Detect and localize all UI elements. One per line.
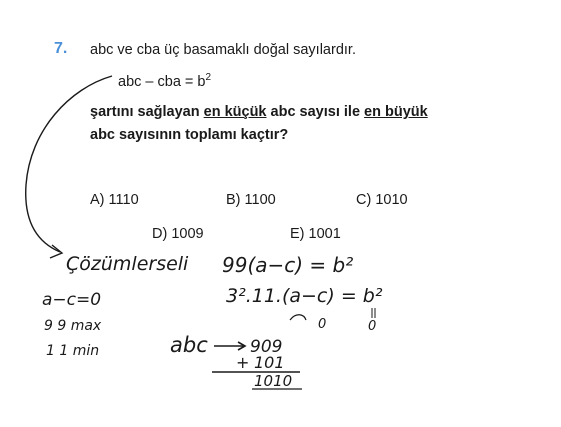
condition-smallest: en küçük (203, 104, 267, 120)
eq2-under-paren: 0 (318, 317, 327, 332)
condition-line-2: abc sayısının toplamı kaçtır? (90, 127, 289, 143)
handwritten-eq1: 99(a−c) = b² (222, 253, 354, 277)
sum-top: 909 (250, 337, 283, 357)
option-b[interactable]: B) 1100 (226, 192, 276, 208)
condition-part-1: şartını sağlayan (90, 104, 204, 120)
handwritten-heading: Çözümlerseli (66, 253, 189, 275)
handwritten-abc: abc (170, 333, 208, 357)
condition-part-2: abc sayısı ile (266, 104, 365, 120)
option-a[interactable]: A) 1110 (90, 192, 139, 208)
handwritten-left-2: 9 9 max (44, 318, 102, 334)
formula-exponent: 2 (205, 72, 212, 83)
condition-largest: en büyük (364, 104, 428, 120)
eq2-under-b: 0 (368, 319, 377, 334)
question-number: 7. (54, 40, 68, 57)
eq2-under-squiggle (290, 315, 306, 320)
handwritten-left-1: a−c=0 (42, 290, 102, 310)
handwritten-left-3: 1 1 min (46, 343, 100, 359)
option-c[interactable]: C) 1010 (356, 192, 408, 208)
question-text: abc ve cba üç basamaklı doğal sayılardır. (90, 42, 356, 58)
sum-second: 101 (254, 353, 285, 372)
handwritten-eq2: 3².11.(a−c) = b² (226, 285, 383, 307)
sum-result: 1010 (254, 372, 293, 390)
formula-lhs: abc – cba = b (118, 73, 206, 90)
option-d[interactable]: D) 1009 (152, 226, 204, 242)
sum-plus: + (236, 353, 250, 372)
handwritten-arrow (26, 76, 112, 252)
option-e[interactable]: E) 1001 (290, 226, 341, 242)
